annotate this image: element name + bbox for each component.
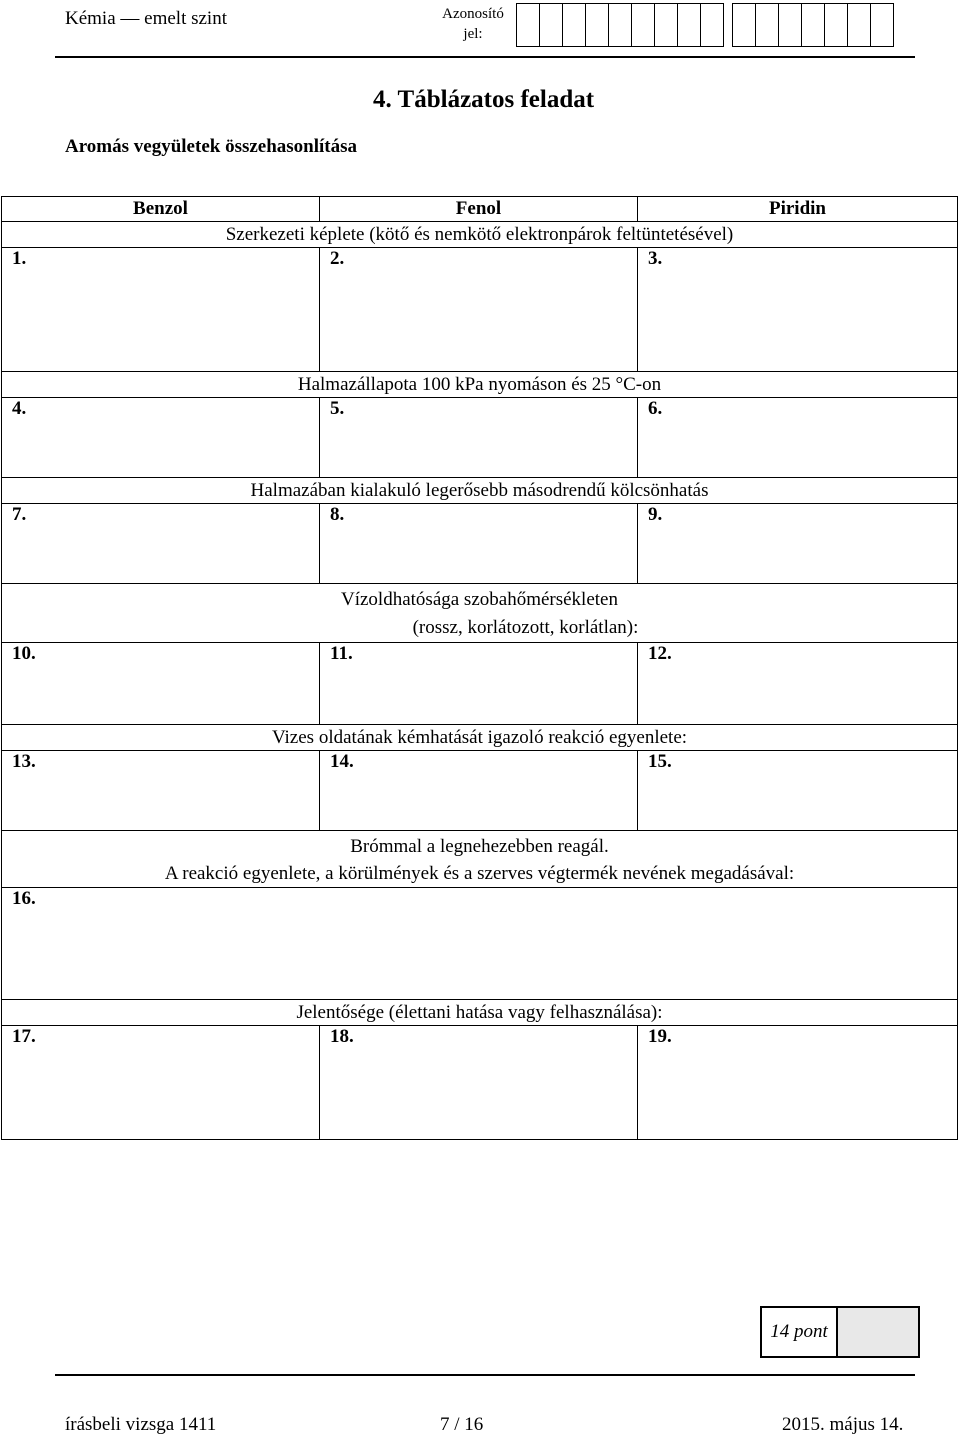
answer-cell[interactable]: [320, 643, 638, 725]
question-number: 16.: [12, 888, 36, 909]
answer-cell[interactable]: [638, 1026, 958, 1140]
answer-row: [2, 504, 958, 584]
section-heading-row: [2, 478, 958, 504]
id-box[interactable]: [562, 3, 586, 47]
score-box: [760, 1306, 920, 1358]
answer-cell[interactable]: [320, 398, 638, 478]
answer-cell[interactable]: [320, 751, 638, 831]
id-label-line2: jel:: [463, 26, 483, 42]
id-box[interactable]: [778, 3, 802, 47]
answer-row: [2, 248, 958, 372]
answer-cell[interactable]: [320, 504, 638, 584]
answer-cell[interactable]: [2, 751, 320, 831]
footer-date: 2015. május 14.: [782, 1414, 904, 1435]
id-label-line1: Azonosító: [442, 6, 504, 22]
task-title: 4. Táblázatos feladat: [373, 86, 595, 113]
question-number: 12.: [648, 643, 672, 664]
question-number: 2.: [330, 248, 345, 269]
id-box[interactable]: [870, 3, 894, 47]
task-subtitle: Aromás vegyületek összehasonlítása: [65, 136, 358, 157]
id-box[interactable]: [608, 3, 632, 47]
id-box[interactable]: [755, 3, 779, 47]
answer-row: [2, 888, 958, 1000]
section-heading-row: [2, 372, 958, 398]
column-header: Piridin: [638, 197, 958, 222]
id-label: [436, 4, 510, 44]
question-number: 14.: [330, 751, 354, 772]
answer-cell[interactable]: [638, 504, 958, 584]
section-heading-line1: Brómmal a legnehezebben reagál.: [350, 836, 609, 857]
question-number: 15.: [648, 751, 672, 772]
id-box[interactable]: [801, 3, 825, 47]
section-heading-line2: (rossz, korlátozott, korlátlan):: [412, 617, 639, 638]
id-box[interactable]: [539, 3, 563, 47]
section-heading: Vizes oldatának kémhatását igazoló reakció egyenlete:: [2, 725, 958, 751]
answer-cell[interactable]: [320, 248, 638, 372]
id-box[interactable]: [700, 3, 724, 47]
answer-cell[interactable]: [638, 751, 958, 831]
answer-cell[interactable]: [638, 248, 958, 372]
answer-cell[interactable]: [2, 643, 320, 725]
footer-page-number: 7 / 16: [440, 1414, 484, 1435]
section-heading: Szerkezeti képlete (kötő és nemkötő elektronpárok feltüntetésével): [2, 222, 958, 248]
question-number: 7.: [12, 504, 27, 525]
id-box[interactable]: [732, 3, 756, 47]
id-box[interactable]: [516, 3, 540, 47]
section-heading: Halmazállapota 100 kPa nyomáson és 25 °C-on: [2, 372, 958, 398]
question-number: 4.: [12, 398, 27, 419]
section-heading: [2, 831, 958, 888]
answer-cell[interactable]: [2, 888, 958, 1000]
question-number: 8.: [330, 504, 345, 525]
footer-exam-label: írásbeli vizsga 1411: [65, 1414, 217, 1435]
answer-cell[interactable]: [2, 1026, 320, 1140]
question-number: 13.: [12, 751, 36, 772]
answer-cell[interactable]: [2, 398, 320, 478]
section-heading: Halmazában kialakuló legerősebb másodrendű kölcsönhatás: [2, 478, 958, 504]
footer-rule: [55, 1374, 915, 1376]
section-heading-row: [2, 584, 958, 643]
question-number: 11.: [330, 643, 353, 664]
answer-row: [2, 1026, 958, 1140]
answer-row: [2, 751, 958, 831]
score-field[interactable]: [838, 1306, 920, 1358]
id-box[interactable]: [677, 3, 701, 47]
question-number: 19.: [648, 1026, 672, 1047]
question-number: 6.: [648, 398, 663, 419]
score-label: 14 pont: [760, 1306, 838, 1358]
column-header: Benzol: [2, 197, 320, 222]
section-heading-row: [2, 222, 958, 248]
answer-cell[interactable]: [638, 643, 958, 725]
header-subject: Kémia — emelt szint: [65, 8, 227, 29]
comparison-table: [1, 196, 958, 1140]
section-heading-row: [2, 725, 958, 751]
id-box[interactable]: [847, 3, 871, 47]
question-number: 9.: [648, 504, 663, 525]
section-heading-line1: Vízoldhatósága szobahőmérsékleten: [341, 589, 618, 610]
answer-cell[interactable]: [320, 1026, 638, 1140]
section-heading-row: [2, 831, 958, 888]
question-number: 1.: [12, 248, 27, 269]
question-number: 10.: [12, 643, 36, 664]
id-box[interactable]: [824, 3, 848, 47]
section-heading: Jelentősége (élettani hatása vagy felhasználása):: [2, 1000, 958, 1026]
id-box[interactable]: [654, 3, 678, 47]
column-header: Fenol: [320, 197, 638, 222]
section-heading: [2, 584, 958, 643]
question-number: 5.: [330, 398, 345, 419]
question-number: 3.: [648, 248, 663, 269]
answer-row: [2, 398, 958, 478]
answer-cell[interactable]: [638, 398, 958, 478]
question-number: 17.: [12, 1026, 36, 1047]
header-rule: [55, 56, 915, 58]
id-code-boxes[interactable]: [516, 3, 894, 47]
answer-row: [2, 643, 958, 725]
column-header-row: [2, 197, 958, 222]
section-heading-row: [2, 1000, 958, 1026]
id-box[interactable]: [631, 3, 655, 47]
question-number: 18.: [330, 1026, 354, 1047]
section-heading-line2: A reakció egyenlete, a körülmények és a szerves végtermék nevének megadásával:: [164, 863, 795, 884]
answer-cell[interactable]: [2, 504, 320, 584]
answer-cell[interactable]: [2, 248, 320, 372]
id-box[interactable]: [585, 3, 609, 47]
